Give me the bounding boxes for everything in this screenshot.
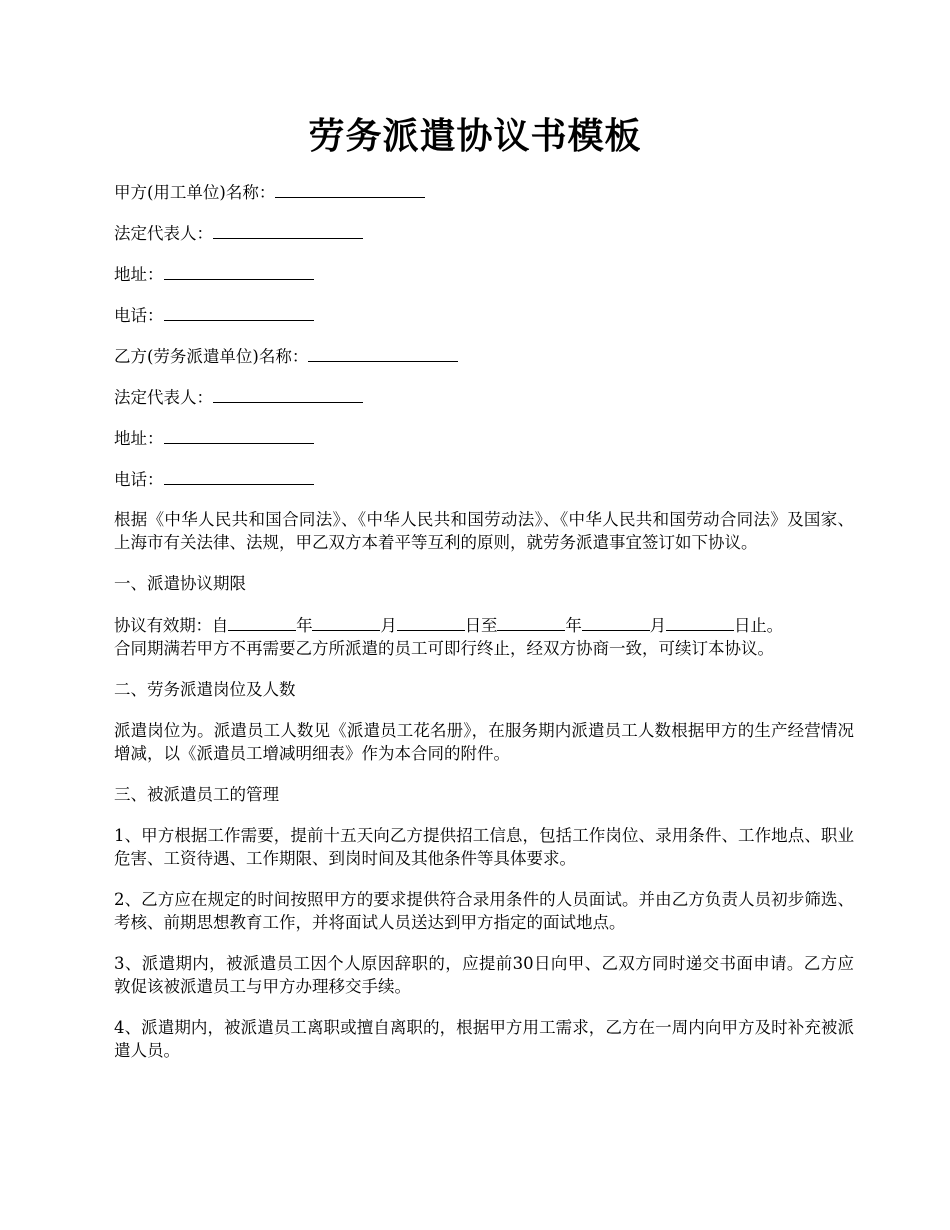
section-3-item: 4、派遣期内，被派遣员工离职或擅自离职的，根据甲方用工需求，乙方在一周内向甲方及时补充被派遣人员。 [114, 1018, 854, 1060]
party-b-address-label: 地址： [114, 429, 164, 448]
party-b-phone-field [114, 467, 854, 490]
party-a-rep-label: 法定代表人： [114, 224, 213, 243]
party-a-phone-blank [164, 303, 314, 321]
party-a-address-blank [164, 262, 314, 280]
term-line [114, 616, 783, 635]
term-prefix: 协议有效期：自 [114, 616, 229, 635]
party-a-name-field [114, 180, 854, 203]
section-1-term-paragraph [114, 613, 854, 660]
month-label: 月 [380, 616, 397, 635]
party-a-phone-field [114, 303, 854, 326]
preamble-paragraph: 根据《中华人民共和国合同法》、《中华人民共和国劳动法》、《中华人民共和国劳动合同法》及国家、上海市有关法律、法规，甲乙双方本着平等互利的原则，就劳务派遣事宜签订如下协议。 [114, 510, 854, 552]
party-a-address-label: 地址： [114, 265, 164, 284]
section-3-heading: 三、被派遣员工的管理 [114, 785, 279, 804]
section-1-heading: 一、派遣协议期限 [114, 574, 246, 593]
start-day-blank [397, 613, 465, 631]
party-a-rep-field [114, 221, 854, 244]
party-a-name-blank [275, 180, 425, 198]
start-year-blank [228, 613, 296, 631]
term-rest: 合同期满若甲方不再需要乙方所派遣的员工可即行终止，经双方协商一致，可续订本协议。 [114, 639, 774, 658]
party-b-rep-blank [213, 385, 363, 403]
section-2-heading: 二、劳务派遣岗位及人数 [114, 680, 296, 699]
section-3-item: 3、派遣期内，被派遣员工因个人原因辞职的，应提前30日向甲、乙双方同时递交书面申请。乙方应敦促该被派遣员工与甲方办理移交手续。 [114, 954, 854, 996]
document-body [114, 180, 854, 1080]
party-b-name-blank [308, 344, 458, 362]
section-3-item: 2、乙方应在规定的时间按照甲方的要求提供符合录用条件的人员面试。并由乙方负责人员初步筛选、考核、前期思想教育工作，并将面试人员送达到甲方指定的面试地点。 [114, 890, 854, 932]
year2-label: 年 [565, 616, 582, 635]
party-b-name-field [114, 344, 854, 367]
party-a-address-field [114, 262, 854, 285]
party-b-name-label: 乙方(劳务派遣单位)名称： [114, 347, 309, 366]
day-to-label: 日至 [464, 616, 498, 635]
section-3-item: 1、甲方根据工作需要，提前十五天向乙方提供招工信息，包括工作岗位、录用条件、工作地点、职业危害、工资待遇、工作期限、到岗时间及其他条件等具体要求。 [114, 826, 854, 868]
party-a-phone-label: 电话： [114, 306, 164, 325]
end-year-blank [497, 613, 565, 631]
start-month-blank [312, 613, 380, 631]
party-b-rep-label: 法定代表人： [114, 388, 213, 407]
party-a-rep-blank [213, 221, 363, 239]
month2-label: 月 [649, 616, 666, 635]
end-day-blank [666, 613, 734, 631]
party-a-name-label: 甲方(用工单位)名称： [114, 183, 276, 202]
party-b-rep-field [114, 385, 854, 408]
day-end-label: 日止。 [733, 616, 783, 635]
document-title: 劳务派遣协议书模板 [308, 115, 642, 157]
party-b-phone-blank [164, 467, 314, 485]
year-label: 年 [296, 616, 313, 635]
end-month-blank [582, 613, 650, 631]
section-2-paragraph: 派遣岗位为。派遣员工人数见《派遣员工花名册》，在服务期内派遣员工人数根据甲方的生产经营情况增减，以《派遣员工增减明细表》作为本合同的附件。 [114, 721, 854, 763]
party-b-phone-label: 电话： [114, 470, 164, 489]
party-b-address-blank [164, 426, 314, 444]
party-b-address-field [114, 426, 854, 449]
